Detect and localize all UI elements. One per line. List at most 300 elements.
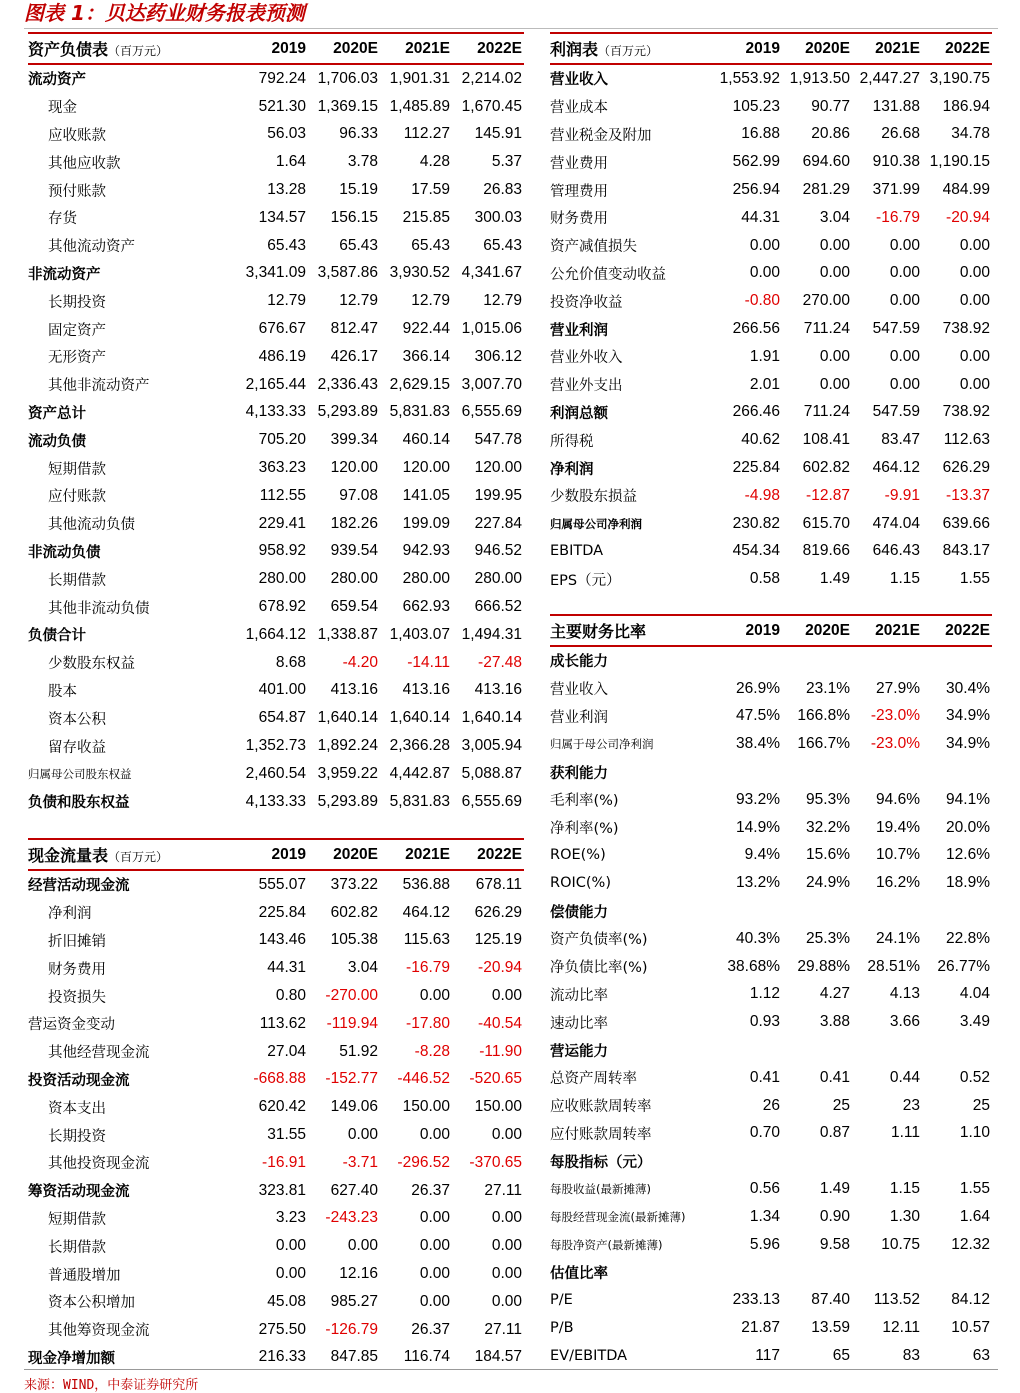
cell-value: 676.67	[258, 320, 306, 338]
cell-value: 5,831.83	[389, 792, 450, 810]
table-row	[550, 287, 992, 315]
year-header: 2022E	[452, 839, 524, 870]
cell-value: 29.88%	[797, 957, 850, 975]
cell-value: 1,352.73	[245, 737, 306, 755]
cell-value: 547.78	[474, 431, 522, 449]
cell-value: 166.7%	[797, 735, 850, 753]
cell-value: 115.63	[403, 931, 450, 949]
year-header: 2021E	[380, 839, 452, 870]
cell-value: 26.68	[881, 125, 920, 143]
cell-value: 6,555.69	[461, 792, 522, 810]
row-label: 应付账款	[48, 489, 106, 506]
cell-value: 14.9%	[736, 818, 780, 836]
income-statement-unit: （百万元）	[598, 44, 659, 58]
cell-value: 847.85	[330, 1348, 378, 1366]
cell-value	[852, 1147, 922, 1175]
table-row	[28, 287, 524, 315]
table-row	[28, 1010, 524, 1038]
cell-value: 6,555.69	[461, 403, 522, 421]
cell-value: 5.37	[491, 153, 522, 171]
cell-value: 10.7%	[876, 846, 920, 864]
table-row	[550, 64, 992, 93]
cell-value: 4.13	[889, 985, 920, 1003]
cell-value: 454.34	[732, 542, 780, 560]
table-row	[28, 1344, 524, 1372]
cell-value: -446.52	[397, 1070, 450, 1088]
cell-value: 0.00	[819, 347, 850, 365]
cell-value: 3.88	[819, 1013, 850, 1031]
cell-value: 942.93	[402, 542, 450, 560]
cell-value: 0.44	[889, 1068, 920, 1086]
cell-value: 3.04	[347, 959, 378, 977]
row-label: 其他非流动资产	[48, 378, 150, 395]
row-label: 营运资金变动	[28, 1017, 115, 1034]
cell-value: -14.11	[407, 653, 450, 671]
table-row	[28, 704, 524, 732]
row-label: 营业税金及附加	[550, 127, 652, 144]
row-label: 少数股东损益	[550, 489, 637, 506]
cell-value: 0.00	[889, 292, 920, 310]
cell-value	[922, 1036, 992, 1064]
row-label: 折旧摊销	[48, 933, 106, 950]
cell-value: 0.00	[491, 987, 522, 1005]
cell-value: 0.00	[419, 1292, 450, 1310]
cell-value: 0.00	[819, 375, 850, 393]
table-row	[28, 927, 524, 955]
cell-value: -12.87	[806, 486, 850, 504]
cell-value: 1.64	[959, 1207, 990, 1225]
table-row	[550, 786, 992, 814]
row-label: 营业收入	[550, 682, 608, 699]
table-row	[28, 565, 524, 593]
row-label: P/E	[550, 1292, 573, 1309]
cell-value: 1,553.92	[719, 69, 780, 87]
cell-value: 256.94	[732, 181, 780, 199]
row-label: ROIC(%)	[550, 875, 611, 892]
cell-value: 25	[972, 1096, 990, 1114]
cell-value: 413.16	[402, 681, 450, 699]
table-row	[550, 925, 992, 953]
cell-value: 0.00	[419, 1237, 450, 1255]
cell-value: -11.90	[479, 1042, 522, 1060]
cell-value	[782, 646, 852, 675]
cell-value: 0.00	[959, 264, 990, 282]
cell-value: 413.16	[474, 681, 522, 699]
cell-value: 373.22	[330, 875, 378, 893]
cell-value: 5,293.89	[317, 403, 378, 421]
cell-value: 166.8%	[797, 707, 850, 725]
cell-value: 34.9%	[946, 707, 990, 725]
table-row	[28, 510, 524, 538]
cell-value: 280.00	[474, 570, 522, 588]
row-label: 应付账款周转率	[550, 1126, 652, 1143]
cell-value: -4.20	[342, 653, 378, 671]
cell-value: -296.52	[397, 1153, 450, 1171]
row-label: 营业外支出	[550, 378, 623, 395]
row-label: ROE(%)	[550, 847, 606, 864]
table-row	[550, 953, 992, 981]
row-label: P/B	[550, 1320, 574, 1337]
cell-value: 116.74	[403, 1348, 450, 1366]
cell-value: 28.51%	[867, 957, 920, 975]
cell-value: -20.94	[478, 959, 522, 977]
cell-value: -23.0%	[870, 735, 920, 753]
cell-value: 229.41	[258, 514, 306, 532]
cell-value: 1.11	[890, 1124, 920, 1142]
cell-value: 25	[832, 1096, 850, 1114]
cell-value	[852, 758, 922, 786]
table-row	[550, 565, 992, 593]
cash-flow-title: 现金流量表	[28, 846, 109, 865]
year-header: 2021E	[852, 33, 922, 64]
row-label: 成长能力	[550, 654, 608, 671]
cell-value: 3,007.70	[461, 375, 522, 393]
cell-value	[922, 897, 992, 925]
cell-value: 812.47	[330, 320, 378, 338]
table-row	[550, 426, 992, 454]
income-statement-panel	[550, 32, 992, 593]
table-row	[550, 1231, 992, 1259]
cell-value: 3.23	[275, 1209, 306, 1227]
cell-value: 0.00	[491, 1209, 522, 1227]
cell-value	[852, 897, 922, 925]
cell-value: 141.05	[402, 486, 450, 504]
row-label: 短期借款	[48, 461, 106, 478]
cell-value: 626.29	[942, 459, 990, 477]
table-row	[28, 260, 524, 288]
year-header: 2020E	[782, 615, 852, 646]
cell-value: -20.94	[946, 208, 990, 226]
row-label: 营业成本	[550, 100, 608, 117]
row-label: 速动比率	[550, 1015, 608, 1032]
cell-value: 266.46	[732, 403, 780, 421]
cell-value: 13.28	[267, 181, 306, 199]
row-label: 估值比率	[550, 1265, 608, 1282]
cell-value	[782, 1147, 852, 1175]
cell-value: 464.12	[402, 903, 450, 921]
cell-value: -16.79	[406, 959, 450, 977]
cell-value: 1.49	[819, 1180, 850, 1198]
cell-value: 12.11	[882, 1319, 920, 1337]
cell-value: 0.00	[275, 1265, 306, 1283]
row-label: 应收账款	[48, 127, 106, 144]
table-row	[550, 1008, 992, 1036]
cash-flow-unit: （百万元）	[108, 850, 169, 864]
cell-value: 711.24	[803, 403, 850, 421]
table-row	[28, 593, 524, 621]
cell-value: 117	[755, 1346, 780, 1364]
cell-value: 0.00	[347, 1126, 378, 1144]
cell-value: 20.86	[811, 125, 850, 143]
cell-value: 843.17	[942, 542, 990, 560]
cell-value: 134.57	[258, 208, 306, 226]
cell-value: 87.40	[811, 1291, 850, 1309]
row-label: 营业利润	[550, 709, 608, 726]
cell-value: 0.90	[819, 1207, 850, 1225]
cell-value: 0.87	[819, 1124, 850, 1142]
cell-value: -243.23	[325, 1209, 378, 1227]
cell-value: 113.52	[873, 1291, 920, 1309]
row-label: 存货	[48, 211, 77, 228]
cell-value: -40.54	[478, 1014, 522, 1032]
cell-value: 0.00	[419, 1209, 450, 1227]
cell-value: 24.9%	[806, 874, 850, 892]
cell-value: 2,366.28	[389, 737, 450, 755]
cell-value: 113.62	[259, 1014, 306, 1032]
table-row	[550, 1342, 992, 1370]
row-label: 获利能力	[550, 765, 608, 782]
table-row	[28, 1232, 524, 1260]
cell-value: 131.88	[872, 97, 920, 115]
cell-value: -4.98	[744, 486, 780, 504]
table-row	[28, 64, 524, 93]
cell-value: 38.4%	[736, 735, 780, 753]
table-row	[28, 1121, 524, 1149]
row-label: 长期投资	[48, 294, 106, 311]
table-row	[550, 399, 992, 427]
cell-value: 275.50	[258, 1320, 306, 1338]
cell-value: 32.2%	[806, 818, 850, 836]
cell-value: 83.47	[881, 431, 920, 449]
cell-value: 280.00	[258, 570, 306, 588]
cell-value: 1,338.87	[317, 625, 378, 643]
cell-value: 413.16	[330, 681, 378, 699]
cell-value: 15.6%	[806, 846, 850, 864]
cell-value	[712, 897, 782, 925]
cell-value	[782, 1036, 852, 1064]
row-label: 投资损失	[48, 989, 106, 1006]
cell-value: 484.99	[942, 181, 990, 199]
table-row	[550, 93, 992, 121]
table-row	[550, 1120, 992, 1148]
year-header: 2019	[236, 839, 308, 870]
cell-value: 646.43	[872, 542, 920, 560]
table-row	[28, 482, 524, 510]
cell-value: -520.65	[469, 1070, 522, 1088]
cell-value: 615.70	[802, 514, 850, 532]
row-label: 长期借款	[48, 572, 106, 589]
cell-value: -0.80	[744, 292, 780, 310]
row-label: 现金	[48, 100, 77, 117]
cell-value: 366.14	[402, 347, 450, 365]
cell-value: 0.00	[889, 236, 920, 254]
table-row	[28, 982, 524, 1010]
year-header: 2020E	[308, 839, 380, 870]
cell-value: 0.00	[889, 375, 920, 393]
cell-value: 1.15	[889, 1180, 920, 1198]
cell-value: 1,913.50	[789, 69, 850, 87]
cell-value: 562.99	[732, 153, 780, 171]
cell-value: 0.58	[749, 570, 780, 588]
row-label: 财务费用	[550, 211, 608, 228]
row-label: 其他非流动负债	[48, 600, 150, 617]
cell-value: 662.93	[402, 598, 450, 616]
table-row	[550, 646, 992, 675]
cell-value: 2,214.02	[461, 69, 522, 87]
row-label: 每股净资产(最新摊薄)	[550, 1237, 663, 1252]
ratios-title: 主要财务比率	[550, 615, 712, 646]
cell-value: 44.31	[741, 208, 780, 226]
table-row	[28, 1316, 524, 1344]
cell-value: 2,460.54	[245, 764, 306, 782]
cell-value: 3,005.94	[461, 737, 522, 755]
table-row	[550, 1203, 992, 1231]
cell-value: 678.11	[475, 875, 522, 893]
cell-value: 0.00	[347, 1237, 378, 1255]
cell-value: 300.03	[474, 208, 522, 226]
cell-value: 371.99	[872, 181, 920, 199]
cell-value: 4.27	[819, 985, 850, 1003]
cell-value: 678.92	[258, 598, 306, 616]
cell-value: 10.75	[881, 1235, 920, 1253]
cell-value: 958.92	[258, 542, 306, 560]
cell-value: 150.00	[402, 1098, 450, 1116]
cell-value: 460.14	[402, 431, 450, 449]
row-label: 负债合计	[28, 628, 86, 645]
cell-value: 5,293.89	[317, 792, 378, 810]
table-row	[28, 870, 524, 899]
cell-value: 0.00	[959, 375, 990, 393]
year-header: 2019	[712, 615, 782, 646]
cell-value: 4,133.33	[245, 792, 306, 810]
table-row	[28, 1288, 524, 1316]
cell-value: 1,670.45	[461, 97, 522, 115]
cell-value: 51.92	[339, 1042, 378, 1060]
cell-value: 3.04	[819, 208, 850, 226]
cell-value: 97.08	[339, 486, 378, 504]
cell-value: 0.70	[749, 1124, 780, 1142]
cell-value: -17.80	[406, 1014, 450, 1032]
cell-value: 0.00	[491, 1126, 522, 1144]
balance-sheet-title: 资产负债表	[28, 40, 109, 59]
cell-value: 4.28	[419, 153, 450, 171]
cell-value: 27.11	[484, 1320, 522, 1338]
cell-value: 225.84	[258, 903, 306, 921]
cell-value: 0.41	[819, 1068, 850, 1086]
table-row	[28, 732, 524, 760]
cell-value: 47.5%	[736, 707, 780, 725]
cell-value: 4,442.87	[389, 764, 450, 782]
cell-value: 26	[762, 1096, 780, 1114]
table-row	[28, 788, 524, 816]
cell-value: 0.00	[889, 264, 920, 282]
cell-value: 626.29	[474, 903, 522, 921]
cell-value: 270.00	[802, 292, 850, 310]
cell-value: 112.55	[259, 486, 306, 504]
cell-value: 96.33	[339, 125, 378, 143]
cell-value: 26.83	[483, 181, 522, 199]
cell-value: 5,088.87	[461, 764, 522, 782]
row-label: 投资活动现金流	[28, 1072, 130, 1089]
cell-value: 34.9%	[946, 735, 990, 753]
table-row	[550, 1092, 992, 1120]
cell-value: 1.91	[749, 347, 780, 365]
cell-value: 38.68%	[727, 957, 780, 975]
cell-value: 0.00	[275, 1237, 306, 1255]
cell-value: 738.92	[942, 320, 990, 338]
cell-value: 819.66	[802, 542, 850, 560]
cell-value: -27.48	[478, 653, 522, 671]
cell-value	[782, 897, 852, 925]
cell-value: 0.93	[749, 1013, 780, 1031]
cell-value: 280.00	[330, 570, 378, 588]
cell-value: 186.94	[942, 97, 990, 115]
ratios-table	[550, 614, 992, 1370]
row-label: 无形资产	[48, 350, 106, 367]
table-row	[550, 148, 992, 176]
table-row	[28, 426, 524, 454]
table-row	[28, 1205, 524, 1233]
cell-value: 1,901.31	[389, 69, 450, 87]
cell-value: 26.37	[411, 1181, 450, 1199]
table-row	[550, 981, 992, 1009]
cell-value: 9.58	[819, 1235, 850, 1253]
cell-value: -16.79	[876, 208, 920, 226]
source-note: 来源：WIND，中泰证券研究所	[24, 1378, 199, 1393]
cell-value: 0.00	[749, 264, 780, 282]
cell-value: 83	[902, 1346, 920, 1364]
cell-value: 65	[832, 1346, 850, 1364]
cell-value: 0.00	[491, 1265, 522, 1283]
cell-value: 4.04	[959, 985, 990, 1003]
cell-value: 199.95	[474, 486, 522, 504]
cell-value	[712, 1259, 782, 1287]
row-label: 其他应收款	[48, 155, 121, 172]
cell-value: 94.1%	[946, 790, 990, 808]
cell-value: -9.91	[884, 486, 920, 504]
cell-value: 0.80	[275, 987, 306, 1005]
cell-value: 0.00	[419, 1265, 450, 1283]
table-row	[550, 1175, 992, 1203]
row-label: 留存收益	[48, 739, 106, 756]
table-row	[28, 1066, 524, 1094]
cell-value: -16.91	[262, 1153, 306, 1171]
cell-value	[712, 1036, 782, 1064]
cell-value: 30.4%	[946, 679, 990, 697]
cell-value: 922.44	[402, 320, 450, 338]
row-label: 每股指标（元）	[550, 1154, 652, 1171]
cell-value: 2,336.43	[317, 375, 378, 393]
cell-value: 25.3%	[806, 929, 850, 947]
cell-value: 44.31	[267, 959, 306, 977]
year-header: 2019	[712, 33, 782, 64]
cell-value: 1,485.89	[389, 97, 450, 115]
year-header: 2022E	[452, 33, 524, 64]
table-row	[28, 315, 524, 343]
cell-value: 659.54	[330, 598, 378, 616]
table-row	[550, 730, 992, 758]
cell-value: 910.38	[872, 153, 920, 171]
year-header: 2020E	[308, 33, 380, 64]
row-label: 营业利润	[550, 322, 608, 339]
cell-value	[852, 1036, 922, 1064]
row-label: 长期借款	[48, 1239, 106, 1256]
cell-value: 1,015.06	[461, 320, 522, 338]
table-row	[28, 1038, 524, 1066]
cell-value: 15.19	[339, 181, 378, 199]
cell-value: 27.04	[267, 1042, 306, 1060]
cell-value	[922, 646, 992, 675]
cell-value: 1.12	[749, 985, 780, 1003]
row-label: 归属母公司股东权益	[28, 766, 132, 781]
cell-value: 12.6%	[946, 846, 990, 864]
cell-value: -3.71	[342, 1153, 378, 1171]
cell-value: 125.19	[474, 931, 522, 949]
cell-value: 602.82	[330, 903, 378, 921]
cell-value: 654.87	[258, 709, 306, 727]
cell-value: 323.81	[258, 1181, 306, 1199]
table-row	[28, 399, 524, 427]
